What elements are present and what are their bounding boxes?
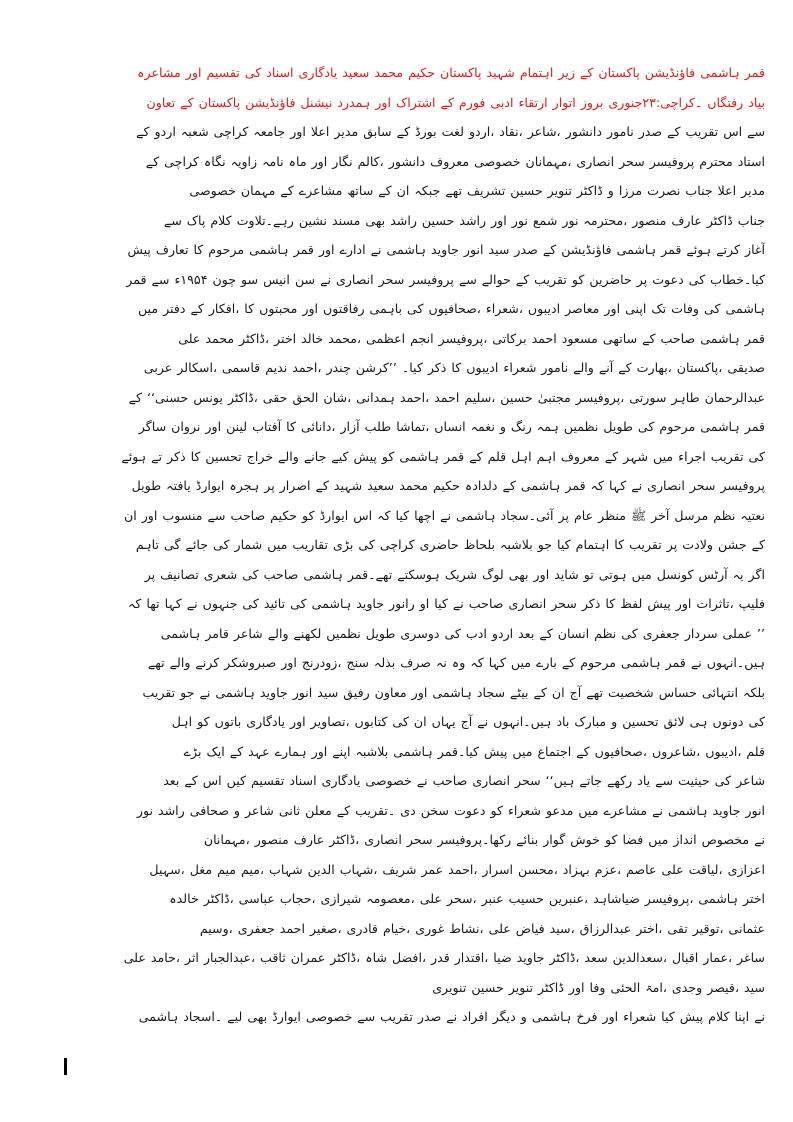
text-cursor <box>64 1058 67 1075</box>
paragraph-line: شاعر کی حیثیت سے یاد رکھے جاتے ہیں‘‘ سحر انصاری صاحب نے خصوصی یادگاری اسناد تقسیم کیں اس کے بعد <box>163 773 765 788</box>
paragraph-line: ہیں۔انہوں نے قمر ہاشمی مرحوم کے بارے میں کہا کہ وہ نہ صرف بذلہ سنج ،زودرنج اور صبروشکر کرنے والے تھے <box>147 655 765 670</box>
heading-line: قمر ہاشمی فاؤنڈیشن پاکستان کے زیر اہتمام شہید پاکستان حکیم محمد سعید یادگاری اسناد کی تقسیم اور مشاعرہ <box>137 65 765 80</box>
paragraph-line: سے اس تقریب کے صدر نامور دانشور ،شاعر ،نقاد ،اردو لغت بورڈ کے سابق مدیر اعلا اور جامعہ کراچی شعبہ اردو کے <box>136 124 765 139</box>
paragraph-line: نعتیہ نظم مرسل آخر ﷺ منظر عام پر آئی۔سجاد ہاشمی نے اچھا کیا کہ اس ایوارڈ کو حکیم صاحب سے منسوب اور ان <box>123 507 765 523</box>
paragraph-line: عبدالرحمان طاہر سورتی ،پروفیسر مجتبیٰ حسین ،سلیم احمد ،احمد ہمدانی ،شان الحق حقی ،ڈاکٹر یونس حسنی‘‘ کے <box>128 389 765 405</box>
paragraph-line: پروفیسر سحر انصاری نے کہا کہ قمر ہاشمی کے دلدادہ حکیم محمد سعید شہید کے اصرار پر ہجرہ ایوارڈ یافتہ طویل <box>131 478 765 493</box>
paragraph-line: سید ،قیصر وجدی ،امۃ الحئی وفا اور ڈاکٹر تنویر حسین تنویری <box>432 979 765 995</box>
paragraph-line: فلیپ ،تاثرات اور پیش لفظ کا ذکر سحر انصاری صاحب نے کیا او رانور جاوید ہاشمی کی تائید کی جنہوں نے کہا تھا کہ <box>128 596 765 611</box>
paragraph-line: مدیر اعلا جناب نصرت مرزا و ڈاکٹر تنویر حسین تشریف تھے جبکہ ان کے ساتھ مشاعرے کے مہمان خصوصی <box>189 183 765 198</box>
paragraph-line: قلم ،ادیبوں ،شاعروں ،صحافیوں کے اجتماع میں پیش کیا۔قمر ہاشمی بلاشبہ اپنے اور ہمارے عہد کے ایک بڑے <box>183 743 765 759</box>
paragraph-line: جناب ڈاکٹر عارف منصور ،محترمہ نور شمع نور اور راشد حسین راشد بھی مسند نشین رہے۔تلاوت کلام پاک سے <box>163 212 765 228</box>
paragraph-line: ہاشمی کی وفات تک اپنی اور معاصر ادیبوں ،شعراء ،صحافیوں کی باہمی رفاقتوں اور محبتوں کا ،افکار کے دفتر میں <box>137 301 765 316</box>
paragraph-line: اعزازی ،لیاقت علی عاصم ،عزم بہزاد ،محسن اسرار ،احمد عمر شریف ،شہاب الدین شہاب ،میم میم مغل ،سہیل <box>149 861 765 877</box>
paragraph-line: کی تقریب اجراء میں شہر کے معروف اہم اہل قلم کے قمر ہاشمی کو پیش کیے جانے والے خراج تحسین کا ذکر تے ہوئے <box>121 448 765 464</box>
paragraph-line: صدیقی ،پاکستان ،بھارت کے آنے والے نامور شعراء ادیبوں کا ذکر کیا۔ ’’کرشن چندر ،احمد ندیم قاسمی ،اسکالر عربی <box>143 360 765 375</box>
paragraph-line: نے اپنا کلام پیش کیا شعراء اور فرخ ہاشمی و دیگر افراد نے صدر تقریب سے خصوصی ایوارڈ بھی لیے ۔اسجاد ہاشمی <box>138 1009 765 1024</box>
paragraph-line: کے جشن ولادت پر تقریب کا اہتمام کیا جو بلاشبہ بلحاظ حاضری کراچی کی بڑی تقاریب میں شمار کی جائے گی تاہم <box>135 537 765 552</box>
paragraph-line: اگر یہ آرٹس کونسل میں ہوتی تو شاید اور بھی لوگ شریک ہوسکتے تھے۔قمر ہاشمی صاحب کی شعری تصانیف پر <box>144 566 765 582</box>
paragraph-line: کیا۔خطاب کی دعوت پر حاضرین کو تقریب کے حوالے سے پروفیسر سحر انصاری نے سن انیس سو چون ۱۹۵۴ء سے قمر <box>126 271 765 287</box>
paragraph-line: قمر ہاشمی صاحب کے ساتھی مسعود احمد برکاتی ،پروفیسر انجم اعظمی ،محمد خالد اختر ،ڈاکٹر محمد علی <box>178 330 765 346</box>
paragraph-line: نے مخصوص انداز میں فضا کو خوش گوار بنائے رکھا۔پروفیسر سحر انصاری ،ڈاکٹر عارف منصور ،مہمانان <box>203 832 765 847</box>
paragraph-line: قمر ہاشمی مرحوم کی طویل نظمیں ہمہ رنگ و نغمہ انساں ،تماشا طلب آزار ،دانائی کا آفتاب لینن اور نروان ساگر <box>138 419 765 434</box>
paragraph-line: ساغر ،عمار اقبال ،سعدالدین سعد ،ڈاکٹر جاوید ضیا ،اقتدار قدر ،افضل شاہ ،ڈاکٹر عمران ثاقب ،عبدالجبار اثر ،حامد علی <box>123 950 765 965</box>
paragraph-line: بلکہ انتہائی حساس شخصیت تھے آج ان کے بیٹے سجاد ہاشمی اور معاون رفیق سید انور جاوید ہاشمی نے جو تقریب <box>142 684 765 700</box>
heading-line: بیاد رفتگاں ۔کراچی:۲۳جنوری بروز اتوار ارتقاء ادبی فورم کے اشتراک اور ہمدرد نیشنل فاؤنڈیشن پاکستان کے تعاون <box>146 94 765 110</box>
paragraph-line: کی دونوں ہی لائق تحسین و مبارک باد ہیں۔انہوں نے آج یہاں ان کی کتابوں ،تصاویر اور یادگاری باتوں کو اہل <box>171 714 765 729</box>
article-body <box>30 58 765 1032</box>
paragraph-line: استاد محترم پروفیسر سحر انصاری ،مہمانان خصوصی معروف دانشور ،کالم نگار اور ماہ نامہ زاویہ نگاہ کراچی کے <box>145 153 765 169</box>
paragraph-line: اختر ہاشمی ،پروفیسر ضیاشاہد ،عنبریں حسیب عنبر ،سحر علی ،معصومہ شیرازی ،حجاب عباسی ،ڈاکٹر خالدہ <box>169 891 765 906</box>
paragraph-line: انور جاوید ہاشمی نے مشاعرے میں مدعو شعراء کو دعوت سخن دی ۔تقریب کے معلن ثانی شاعر و صحافی راشد نور <box>136 802 765 818</box>
paragraph-line: عثمانی ،توقیر تقی ،اختر عبدالرزاق ،سید فیاض علی ،نشاط غوری ،خیام قادری ،صغیر احمد جعفری ،وسیم <box>199 920 765 936</box>
paragraph-line: آغاز کرتے ہوئے قمر ہاشمی فاؤنڈیشن کے صدر سید انور جاوید ہاشمی نے ادارے اور قمر ہاشمی مرحوم کا تعارف پیش <box>127 242 765 257</box>
paragraph-line: ’’ عملی سردار جعفری کی نظم انسان کے بعد اردو ادب کی دوسری طویل نظمیں لکھنے والے شاعر قامر ہاشمی <box>160 625 765 641</box>
